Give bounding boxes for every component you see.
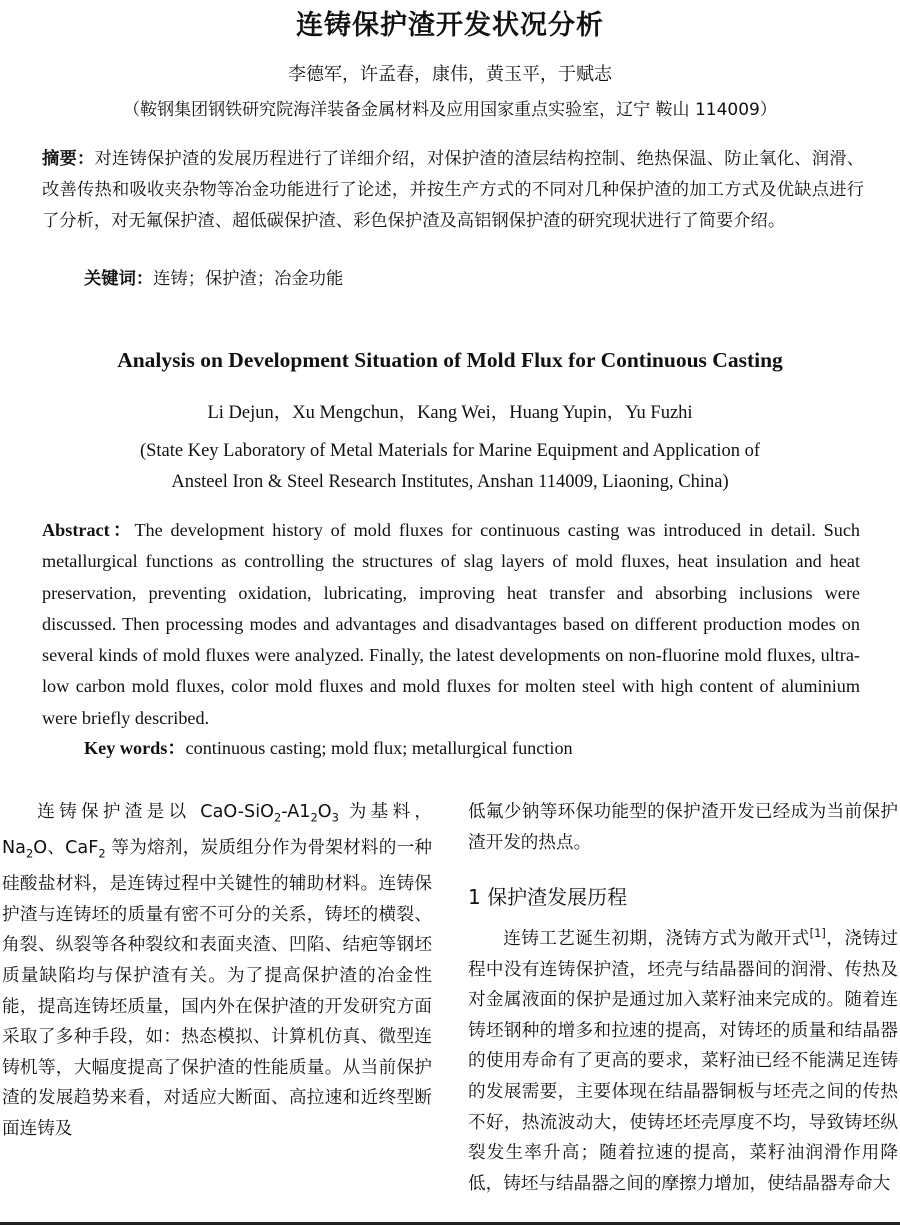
subscript: 2	[273, 810, 282, 825]
abstract-en-label: Abstract：	[42, 520, 135, 540]
section-heading: 1 保护渣发展历程	[468, 885, 628, 910]
text-run: 为基料，Na	[2, 802, 432, 859]
authors-cn: 李德军，许孟春，康伟，黄玉平，于赋志	[288, 64, 612, 85]
text-run: O	[317, 802, 332, 822]
subscript: 2	[98, 846, 106, 861]
abstract-en-text: The development history of mold fluxes for continuous casting was introduced in detail. Such metallurgical functions as controlling the structures of slag layers of mold fluxes, heat insulation and heat preservation, preventing oxidation, lubricating, improving heat transfer and absorbing inclusions were discussed. Then processing modes and advantages and disadvantages based on different production modes on several kinds of mold fluxes were analyzed. Finally, the latest developments on non-fluorine mold fluxes, ultra-low carbon mold fluxes, color mold fluxes and mold fluxes for molten steel with high content of aluminium were briefly described.	[42, 520, 860, 728]
text-run: 连铸工艺诞生初期，浇铸方式为敞开式	[503, 929, 810, 950]
text-run: -A1	[281, 802, 311, 822]
affiliation-en-line1: (State Key Laboratory of Metal Materials for Marine Equipment and Application of	[139, 441, 761, 461]
keywords-cn	[84, 264, 343, 295]
abstract-cn-text: 对连铸保护渣的发展历程进行了详细介绍，对保护渣的渣层结构控制、绝热保温、防止氧化、润滑、改善传热和吸收夹杂物等冶金功能进行了论述，并按生产方式的不同对几种保护渣的加工方式及优缺点进行了分析，对无氟保护渣、超低碳保护渣、彩色保护渣及高铝钢保护渣的研究现状进行了简要介绍。	[42, 149, 864, 231]
citation-ref[interactable]: [1]	[809, 926, 826, 941]
affiliation-cn: （鞍钢集团钢铁研究院海洋装备金属材料及应用国家重点实验室，辽宁 鞍山 114009）	[123, 100, 777, 120]
affiliation-en	[0, 436, 900, 498]
keywords-en-label: Key words：	[84, 738, 186, 758]
body-paragraph	[2, 797, 432, 1145]
abstract-cn	[42, 144, 864, 237]
authors-en: Li Dejun，Xu Mengchun，Kang Wei，Huang Yupin，Yu Fuzhi	[207, 403, 693, 423]
body-column-right	[468, 797, 898, 1199]
subscript: 2	[25, 846, 34, 861]
abstract-en	[42, 515, 860, 734]
text-run: 等为熔剂，炭质组分作为骨架材料的一种硅酸盐材料，是连铸过程中关键性的辅助材料。连铸保护渣与连铸坯的质量有密不可分的关系，铸坯的横裂、角裂、纵裂等各种裂纹和表面夹渣、凹陷、结疤等钢坯质量缺陷均与保护渣有关。为了提高保护渣的冶金性能，提高连铸坯质量，国内外在保护渣的开发研究方面采取了多种手段，如：热态模拟、计算机仿真、微型连铸机等，大幅度提高了保护渣的性能质量。从当前保护渣的发展趋势来看，对适应大断面、高拉速和近终型断面连铸及	[2, 838, 432, 1139]
text-run: ，浇铸过程中没有连铸保护渣，坯壳与结晶器间的润滑、传热及对金属液面的保护是通过加入菜籽油来完成的。随着连铸坯钢种的增多和拉速的提高，对铸坯的质量和结晶器的使用寿命有了更高的要求，菜籽油已经不能满足连铸的发展需要，主要体现在结晶器铜板与坯壳之间的传热不好，热流波动大，使铸坯坯壳厚度不均，导致铸坯纵裂发生率升高；随着拉速的提高，菜籽油润滑作用降低，铸坯与结晶器之间的摩擦力增加，使结晶器寿命大	[468, 929, 898, 1194]
paper-title-cn: 连铸保护渣开发状况分析	[296, 10, 604, 41]
abstract-cn-label: 摘要：	[42, 149, 95, 169]
bottom-rule	[0, 1222, 900, 1225]
text-run: 连铸保护渣是以 CaO-SiO	[37, 802, 274, 822]
keywords-en-text: continuous casting; mold flux; metallurgical function	[185, 738, 573, 758]
body-paragraph	[468, 918, 898, 1199]
body-column-left	[2, 797, 432, 1145]
paper-title-en: Analysis on Development Situation of Mold Flux for Continuous Casting	[117, 348, 783, 372]
keywords-en	[84, 733, 573, 764]
body-paragraph: 低氟少钠等环保功能型的保护渣开发已经成为当前保护渣开发的热点。	[468, 802, 898, 853]
keywords-cn-text: 连铸；保护渣；冶金功能	[153, 269, 344, 289]
keywords-cn-label: 关键词：	[84, 269, 154, 289]
text-run: O、CaF	[33, 838, 99, 859]
affiliation-en-line2: Ansteel Iron & Steel Research Institutes, Anshan 114009, Liaoning, China)	[171, 472, 729, 492]
subscript: 2	[310, 810, 318, 825]
subscript: 3	[331, 810, 339, 825]
